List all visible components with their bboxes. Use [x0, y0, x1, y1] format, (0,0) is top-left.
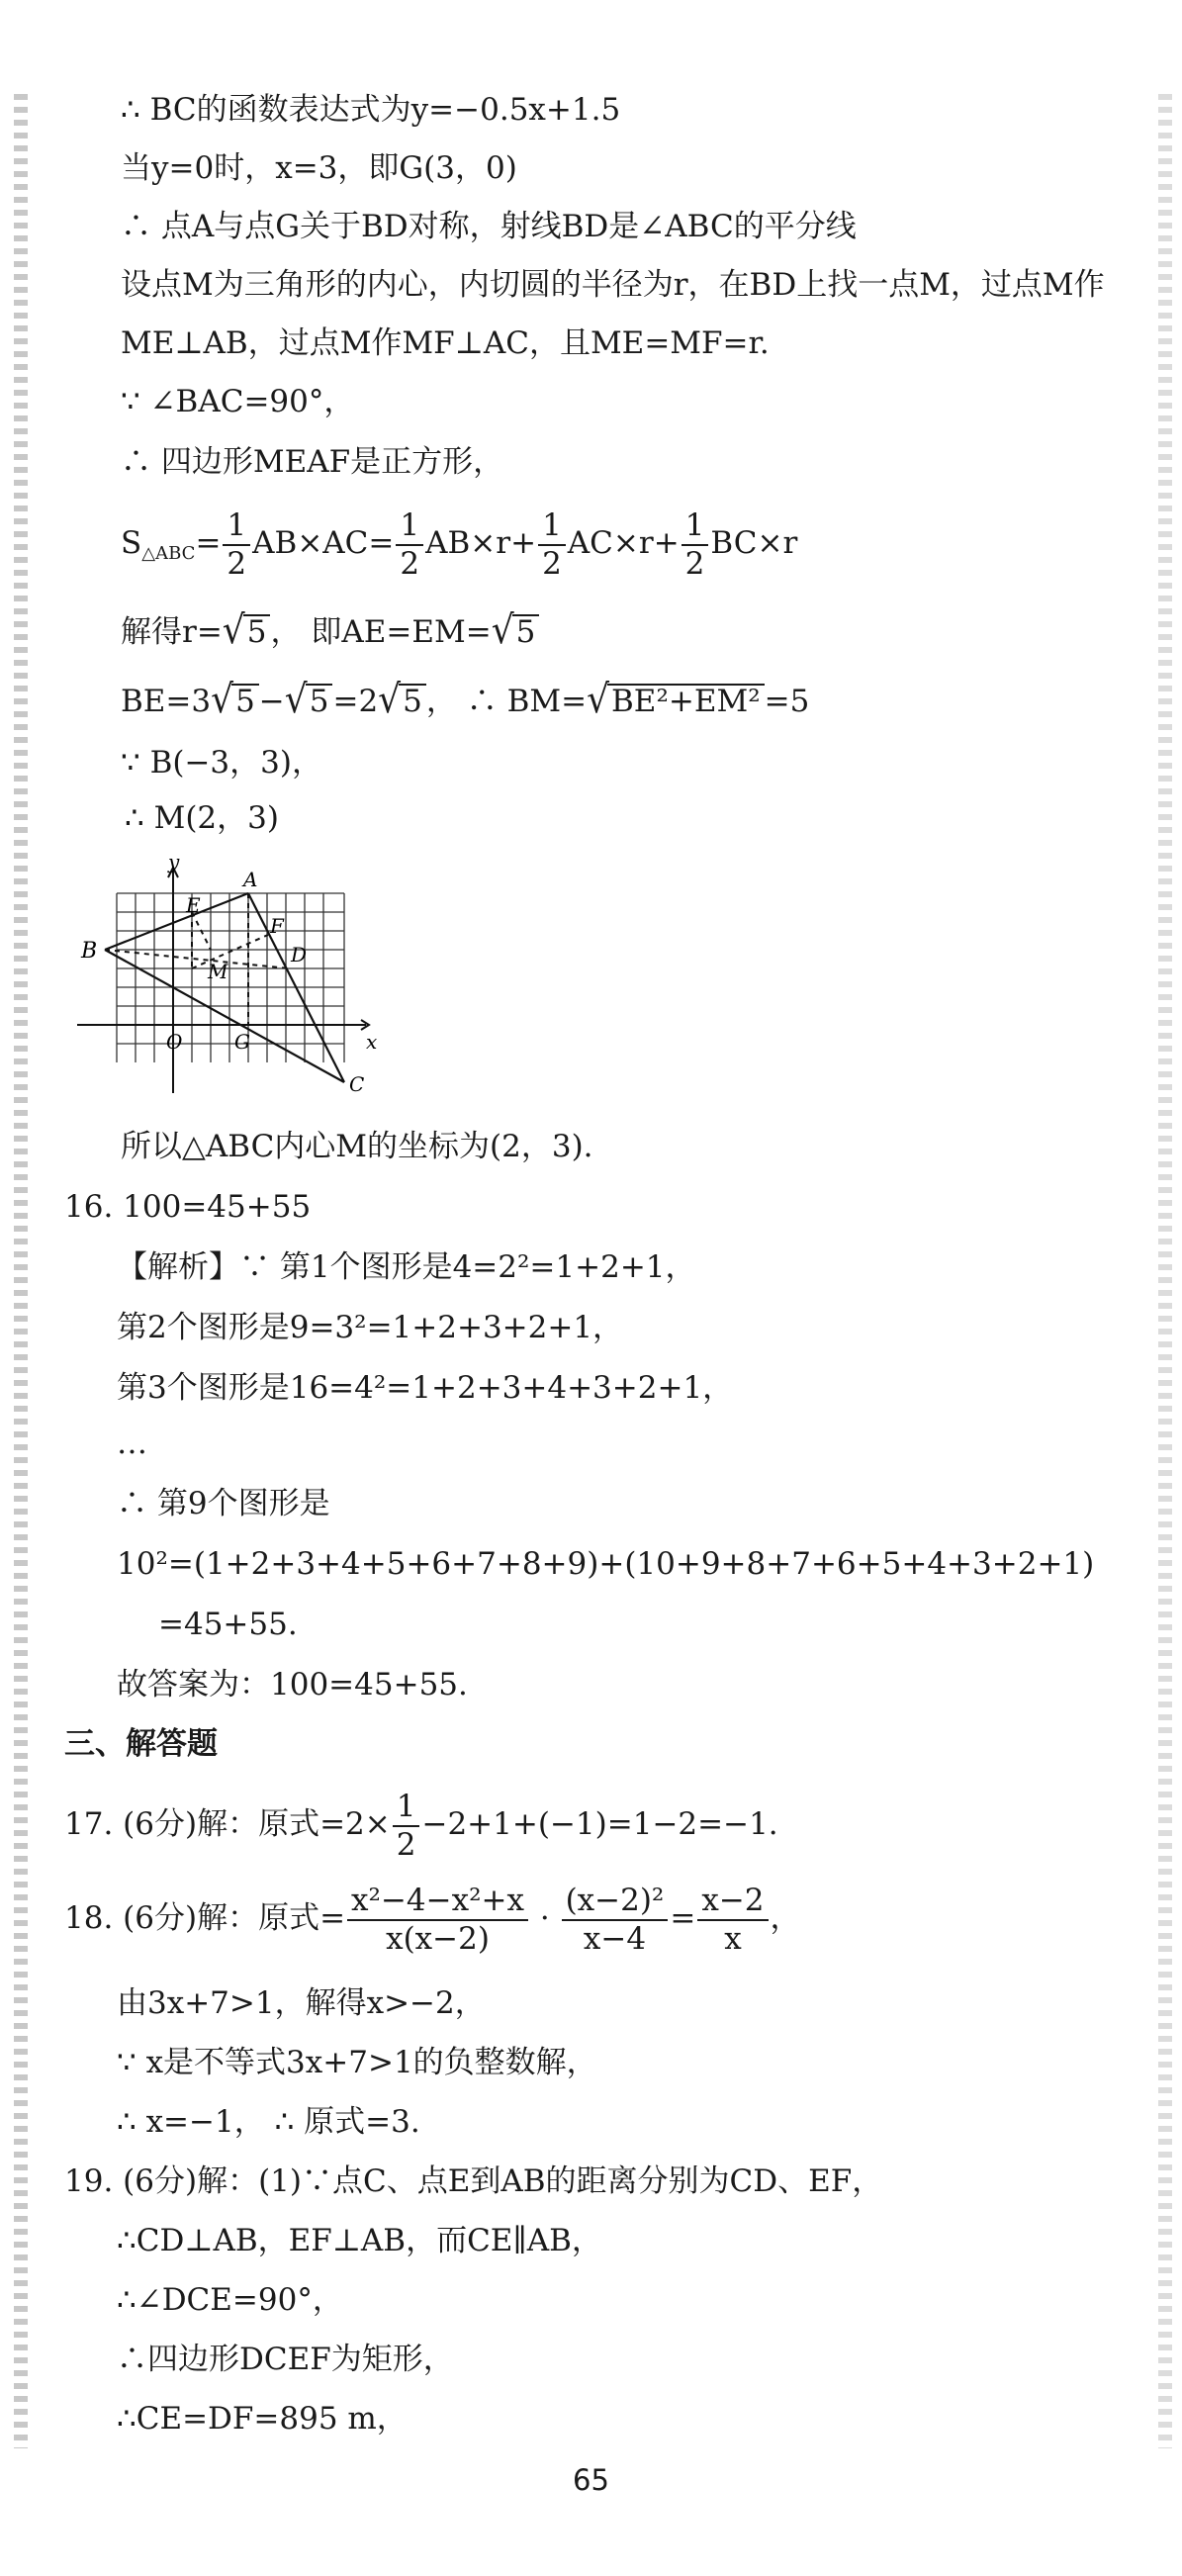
radical-sign: √	[284, 677, 308, 722]
area-equation	[121, 509, 797, 580]
q19-perpendicular: ∴CD⊥AB，EF⊥AB，而CE∥AB，	[117, 2223, 602, 2258]
fraction-half: $\frac{1}{2}$	[538, 509, 566, 580]
label-y: y	[168, 851, 180, 874]
q16-sum: =45+55.	[158, 1607, 298, 1642]
line-bc-expression: ∴ BC的函数表达式为y=−0.5x+1.5	[121, 92, 621, 128]
q16-analysis-3: 第3个图形是16=4²=1+2+3+4+3+2+1，	[117, 1370, 734, 1406]
line-perpendiculars: ME⊥AB，过点M作MF⊥AC，且ME=MF=r.	[121, 325, 770, 361]
q16-answer: 16. 100=45+55	[64, 1189, 312, 1225]
line-incenter-answer: 所以△ABC内心M的坐标为(2，3).	[121, 1129, 593, 1164]
line-square: ∴ 四边形MEAF是正方形，	[121, 444, 504, 480]
q16-analysis-1: 【解析】∵ 第1个图形是4=2²=1+2+1，	[117, 1249, 696, 1285]
q18-solution: 18. (6分)解：原式= $\frac{\text{x²−4−x²+x}}{x(x-2)}$ · $\frac{\text{(x−2)²}}{x-4}$ = $\frac{x-2}{x}$ ，	[64, 1883, 801, 1957]
q17-solution: 17. (6分)解：原式=2× $\frac{1}{2}$ −2+1+(−1)=1−2=−1.	[64, 1789, 778, 1863]
q18-inequality: 由3x+7>1，解得x>−2，	[117, 1985, 486, 2021]
fraction-half: $\frac{1}{2}$	[396, 509, 423, 580]
q16-conclusion: 故答案为：100=45+55.	[117, 1667, 468, 1702]
fraction-half: $\frac{1}{2}$	[393, 1791, 420, 1861]
q18-result: ∴ x=−1， ∴ 原式=3.	[117, 2104, 420, 2140]
label-g: G	[234, 1030, 250, 1054]
term-4: BC×r	[710, 525, 798, 562]
binding-edge-left	[14, 94, 28, 2448]
grid	[117, 893, 344, 1062]
q18-negative-integer: ∵ x是不等式3x+7>1的负整数解，	[117, 2045, 597, 2080]
coordinate-figure	[69, 851, 396, 1098]
q19-part1: 19. (6分)解：(1)∵点C、点E到AB的距离分别为CD、EF，	[64, 2163, 883, 2199]
q19-length: ∴CE=DF=895 m，	[117, 2401, 408, 2437]
line-bm-length: BE=3√5 −√5 =2√5 ， ∴ BM=√BE²+EM² =5	[121, 677, 810, 722]
label-o: O	[166, 1030, 183, 1054]
line-radius: 解得r=√5 ， 即AE=EM=√5	[121, 613, 539, 649]
fraction-3: $\frac{x-2}{x}$	[697, 1885, 768, 1955]
section-heading: 三、解答题	[64, 1726, 218, 1762]
equals: =	[195, 525, 222, 562]
q19-rectangle: ∴四边形DCEF为矩形，	[117, 2342, 454, 2377]
area-subscript: △ABC	[141, 543, 196, 565]
label-d: D	[291, 943, 308, 966]
line-point-g: 当y=0时，x=3，即G(3，0)	[121, 150, 517, 186]
fraction-half: $\frac{1}{2}$	[223, 509, 250, 580]
label-f: F	[270, 914, 284, 938]
line-right-angle: ∵ ∠BAC=90°，	[121, 384, 355, 419]
line-symmetry: ∴ 点A与点G关于BD对称，射线BD是∠ABC的平分线	[121, 209, 857, 244]
q16-ninth-figure: ∴ 第9个图形是	[117, 1486, 330, 1521]
binding-edge-right	[1158, 94, 1172, 2448]
term-1: AB×AC=	[252, 525, 395, 562]
radical-sign: √	[222, 607, 245, 653]
line-point-m: ∴ M(2，3)	[125, 800, 279, 836]
fraction-1: $\frac{\text{x²−4−x²+x}}{x(x-2)}$	[347, 1885, 528, 1955]
radical-sign: √	[378, 677, 402, 722]
ellipsis: …	[117, 1426, 147, 1461]
radical-sign: √	[211, 677, 234, 722]
area-symbol: S	[121, 525, 142, 562]
radical-sign: √	[491, 607, 514, 653]
label-m: M	[208, 960, 228, 983]
line-incenter-setup: 设点M为三角形的内心，内切圆的半径为r，在BD上找一点M，过点M作	[121, 267, 1105, 303]
q16-expansion: 10²=(1+2+3+4+5+6+7+8+9)+(10+9+8+7+6+5+4+3+2+1)	[117, 1546, 1095, 1582]
term-2: AB×r+	[425, 525, 537, 562]
fraction-half: $\frac{1}{2}$	[682, 509, 709, 580]
term-3: AC×r+	[567, 525, 680, 562]
label-e: E	[186, 893, 201, 917]
radical-sign: √	[587, 677, 610, 722]
fraction-2: $\frac{\text{(x−2)²}}{x-4}$	[562, 1885, 669, 1955]
q19-angle: ∴∠DCE=90°，	[117, 2282, 343, 2318]
label-c: C	[349, 1072, 365, 1096]
label-b: B	[81, 939, 98, 964]
page-number: 65	[573, 2463, 609, 2497]
q16-analysis-2: 第2个图形是9=3²=1+2+3+2+1，	[117, 1310, 624, 1345]
line-point-b: ∵ B(−3，3)，	[121, 745, 322, 781]
label-x: x	[366, 1030, 378, 1054]
label-a: A	[243, 868, 258, 891]
